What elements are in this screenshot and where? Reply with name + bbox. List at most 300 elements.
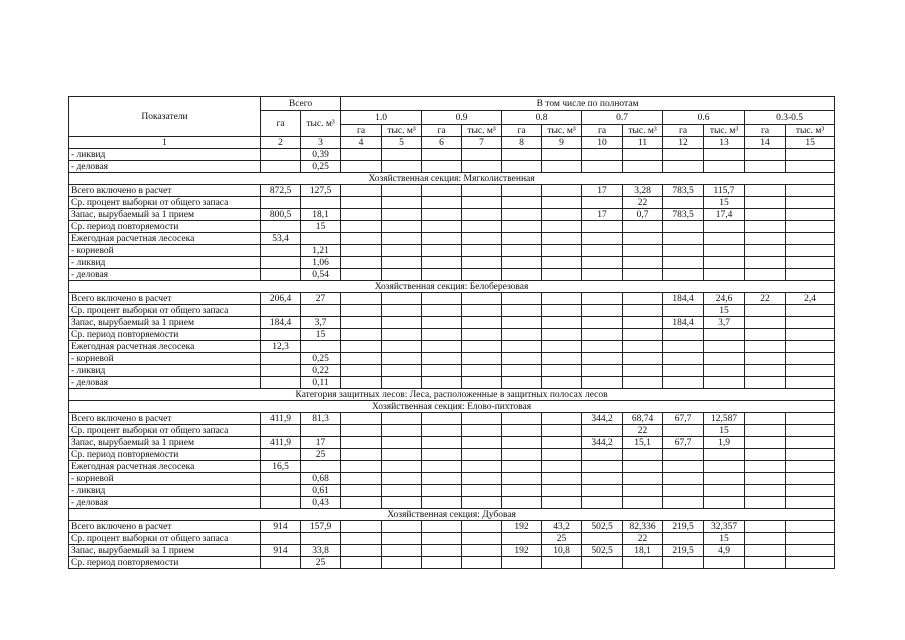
table-cell [582, 461, 623, 473]
table-row [69, 533, 835, 545]
table-cell [301, 305, 341, 317]
row-label: Ср. период повторяемости [69, 221, 261, 233]
table-cell [745, 437, 786, 449]
table-cell [422, 149, 462, 161]
table-cell [623, 377, 663, 389]
table-cell: 192 [502, 545, 542, 557]
table-row [69, 365, 835, 377]
table-cell: 17 [301, 437, 341, 449]
table-cell [382, 305, 422, 317]
table-cell [301, 341, 341, 353]
table-cell [663, 473, 704, 485]
table-cell [704, 473, 745, 485]
column-numbers-row [69, 137, 835, 149]
row-label: - деловая [69, 377, 261, 389]
density-unit-ha: га [663, 125, 704, 137]
section-title: Хозяйственная секция: Елово-пихтовая [69, 401, 835, 413]
table-cell: 81,3 [301, 413, 341, 425]
table-cell [542, 293, 582, 305]
table-cell [261, 473, 301, 485]
table-cell [382, 221, 422, 233]
table-cell [582, 293, 623, 305]
table-cell [382, 257, 422, 269]
row-label: Запас, вырубаемый за 1 прием [69, 545, 261, 557]
column-number: 12 [663, 137, 704, 149]
table-cell [663, 461, 704, 473]
table-cell [341, 497, 382, 509]
table-cell [582, 329, 623, 341]
table-cell [704, 245, 745, 257]
table-cell [745, 185, 786, 197]
table-cell [704, 341, 745, 353]
table-cell [422, 449, 462, 461]
table-row [69, 209, 835, 221]
table-cell [462, 545, 502, 557]
table-cell [542, 473, 582, 485]
table-row [69, 497, 835, 509]
table-cell [422, 377, 462, 389]
table-cell [745, 557, 786, 569]
table-cell [422, 341, 462, 353]
table-cell: 17 [582, 209, 623, 221]
table-cell [341, 305, 382, 317]
column-number: 6 [422, 137, 462, 149]
table-cell [704, 269, 745, 281]
table-cell [663, 269, 704, 281]
table-cell [704, 353, 745, 365]
table-cell [382, 185, 422, 197]
table-cell [341, 533, 382, 545]
table-cell [341, 485, 382, 497]
table-cell: 0,25 [301, 161, 341, 173]
table-cell [542, 353, 582, 365]
header-density-0-6: 0.6 [663, 111, 745, 125]
table-cell: 0,68 [301, 473, 341, 485]
table-cell [745, 245, 786, 257]
table-cell [462, 377, 502, 389]
table-cell [704, 497, 745, 509]
table-row [69, 461, 835, 473]
table-cell: 24,6 [704, 293, 745, 305]
header-density-1-0: 1.0 [341, 111, 422, 125]
table-cell: 22 [623, 425, 663, 437]
table-cell [745, 305, 786, 317]
table-cell [422, 533, 462, 545]
table-cell [301, 461, 341, 473]
table-cell [786, 305, 835, 317]
table-cell [745, 161, 786, 173]
table-cell [663, 305, 704, 317]
table-cell: 12,587 [704, 413, 745, 425]
table-cell [663, 221, 704, 233]
table-cell: 43,2 [542, 521, 582, 533]
section-title: Хозяйственная секция: Белоберезовая [69, 281, 835, 293]
table-cell [786, 221, 835, 233]
table-cell [261, 221, 301, 233]
table-cell: 914 [261, 521, 301, 533]
column-number: 14 [745, 137, 786, 149]
table-cell [341, 341, 382, 353]
header-density-0-3-0-5: 0.3-0.5 [745, 111, 835, 125]
table-cell [704, 449, 745, 461]
table-cell [462, 437, 502, 449]
row-label: - ликвид [69, 149, 261, 161]
table-cell [786, 497, 835, 509]
row-label: Ежегодная расчетная лесосека [69, 341, 261, 353]
table-cell: 17,4 [704, 209, 745, 221]
table-cell [582, 497, 623, 509]
table-cell [382, 365, 422, 377]
table-cell [623, 149, 663, 161]
table-cell [341, 161, 382, 173]
table-cell [582, 425, 623, 437]
table-cell [382, 473, 422, 485]
table-cell [542, 437, 582, 449]
table-cell [745, 329, 786, 341]
table-cell [422, 461, 462, 473]
table-cell [542, 461, 582, 473]
table-row [69, 221, 835, 233]
section-row [69, 173, 835, 185]
table-cell [422, 473, 462, 485]
density-unit-ha: га [341, 125, 382, 137]
table-cell [542, 449, 582, 461]
table-cell: 15 [704, 305, 745, 317]
table-cell [341, 245, 382, 257]
table-cell: 15 [704, 197, 745, 209]
table-row [69, 269, 835, 281]
table-cell [502, 533, 542, 545]
table-cell [462, 197, 502, 209]
column-number: 1 [69, 137, 261, 149]
table-cell [502, 557, 542, 569]
table-cell [786, 449, 835, 461]
table-cell [663, 341, 704, 353]
row-label: - корневой [69, 353, 261, 365]
table-cell [422, 257, 462, 269]
table-cell [542, 497, 582, 509]
header-density-0-9: 0.9 [422, 111, 502, 125]
table-cell [663, 377, 704, 389]
table-cell [341, 545, 382, 557]
table-cell: 344,2 [582, 437, 623, 449]
table-cell: 0,61 [301, 485, 341, 497]
table-cell: 872,5 [261, 185, 301, 197]
table-cell: 184,4 [663, 293, 704, 305]
table-cell [422, 269, 462, 281]
table-cell [786, 233, 835, 245]
table-cell [502, 413, 542, 425]
table-cell [382, 197, 422, 209]
table-cell [745, 449, 786, 461]
table-cell [502, 149, 542, 161]
table-cell [422, 161, 462, 173]
table-cell [542, 149, 582, 161]
table-cell [341, 425, 382, 437]
table-cell: 502,5 [582, 545, 623, 557]
table-cell: 411,9 [261, 437, 301, 449]
table-cell: 12,3 [261, 341, 301, 353]
table-cell [582, 149, 623, 161]
table-cell: 10,8 [542, 545, 582, 557]
table-cell: 1,21 [301, 245, 341, 257]
table-cell [422, 197, 462, 209]
table-cell [341, 257, 382, 269]
table-cell: 783,5 [663, 185, 704, 197]
table-cell [502, 305, 542, 317]
table-cell [462, 329, 502, 341]
section-title: Хозяйственная секция: Мягколиственная [69, 173, 835, 185]
table-cell [341, 461, 382, 473]
table-cell [542, 485, 582, 497]
table-cell [382, 377, 422, 389]
table-cell [502, 437, 542, 449]
table-cell [623, 329, 663, 341]
table-cell [382, 269, 422, 281]
table-cell [786, 197, 835, 209]
table-cell [582, 197, 623, 209]
table-cell [261, 425, 301, 437]
table-cell: 16,5 [261, 461, 301, 473]
table-cell [261, 197, 301, 209]
table-cell [462, 521, 502, 533]
table-cell: 184,4 [261, 317, 301, 329]
table-cell [786, 329, 835, 341]
table-row [69, 185, 835, 197]
table-cell [745, 533, 786, 545]
table-row [69, 245, 835, 257]
table-cell [341, 293, 382, 305]
table-cell [462, 497, 502, 509]
table-cell [704, 221, 745, 233]
table-cell [382, 521, 422, 533]
row-label: Ежегодная расчетная лесосека [69, 233, 261, 245]
table-cell: 344,2 [582, 413, 623, 425]
table-cell [786, 485, 835, 497]
table-cell [502, 209, 542, 221]
table-cell [341, 521, 382, 533]
table-cell [341, 317, 382, 329]
table-cell [502, 341, 542, 353]
table-cell [502, 497, 542, 509]
table-cell: 15 [301, 329, 341, 341]
table-cell [542, 329, 582, 341]
table-cell [341, 473, 382, 485]
density-unit-ha: га [502, 125, 542, 137]
table-cell [786, 257, 835, 269]
table-cell [261, 269, 301, 281]
table-cell [382, 293, 422, 305]
table-row [69, 473, 835, 485]
table-cell [382, 449, 422, 461]
row-label: Ср. процент выборки от общего запаса [69, 425, 261, 437]
table-cell [422, 437, 462, 449]
column-number: 4 [341, 137, 382, 149]
table-cell [462, 209, 502, 221]
table-row [69, 293, 835, 305]
table-cell: 0,54 [301, 269, 341, 281]
table-cell [341, 185, 382, 197]
table-cell [663, 353, 704, 365]
table-cell [301, 233, 341, 245]
table-cell: 184,4 [663, 317, 704, 329]
table-cell: 3,28 [623, 185, 663, 197]
table-cell [422, 221, 462, 233]
table-cell: 15,1 [623, 437, 663, 449]
table-cell: 219,5 [663, 521, 704, 533]
table-cell [422, 233, 462, 245]
table-cell [462, 221, 502, 233]
table-cell: 32,357 [704, 521, 745, 533]
table-cell [301, 425, 341, 437]
table-cell [745, 257, 786, 269]
density-unit-ha: га [582, 125, 623, 137]
table-cell [261, 497, 301, 509]
table-cell [301, 197, 341, 209]
table-row [69, 485, 835, 497]
table-cell [382, 317, 422, 329]
table-cell [502, 161, 542, 173]
table-cell: 502,5 [582, 521, 623, 533]
table-cell [422, 209, 462, 221]
table-cell: 67,7 [663, 413, 704, 425]
header-indicators: Показатели [69, 97, 261, 137]
table-cell [422, 185, 462, 197]
row-label: Запас, вырубаемый за 1 прием [69, 209, 261, 221]
table-cell: 0,43 [301, 497, 341, 509]
table-cell [663, 485, 704, 497]
table-cell [704, 365, 745, 377]
table-cell [341, 221, 382, 233]
table-cell: 22 [623, 197, 663, 209]
document-page [68, 96, 835, 569]
table-cell [502, 269, 542, 281]
table-row [69, 161, 835, 173]
row-label: Запас, вырубаемый за 1 прием [69, 317, 261, 329]
table-cell: 25 [301, 449, 341, 461]
allowable-cut-table [68, 96, 835, 569]
table-cell [663, 497, 704, 509]
table-cell [382, 437, 422, 449]
table-cell [542, 269, 582, 281]
table-cell: 67,7 [663, 437, 704, 449]
table-cell [341, 437, 382, 449]
table-cell [745, 197, 786, 209]
table-cell [502, 233, 542, 245]
table-cell [422, 365, 462, 377]
table-cell [261, 161, 301, 173]
table-cell [542, 185, 582, 197]
table-cell [582, 557, 623, 569]
table-cell [745, 209, 786, 221]
row-label: Ср. процент выборки от общего запаса [69, 533, 261, 545]
table-row [69, 425, 835, 437]
header-total-volume: тыс. м³ [301, 111, 341, 137]
table-cell [502, 317, 542, 329]
table-cell [462, 305, 502, 317]
table-cell [663, 149, 704, 161]
table-cell [382, 329, 422, 341]
section-row [69, 281, 835, 293]
table-cell [663, 425, 704, 437]
table-cell [502, 353, 542, 365]
table-cell [341, 377, 382, 389]
table-cell [745, 341, 786, 353]
table-cell [301, 533, 341, 545]
table-row [69, 317, 835, 329]
table-cell [462, 485, 502, 497]
table-cell [462, 449, 502, 461]
table-cell [261, 365, 301, 377]
table-row [69, 233, 835, 245]
table-cell [786, 473, 835, 485]
row-label: Всего включено в расчет [69, 185, 261, 197]
table-cell [462, 413, 502, 425]
table-cell [663, 233, 704, 245]
table-cell [261, 485, 301, 497]
row-label: - деловая [69, 497, 261, 509]
table-cell [704, 461, 745, 473]
density-unit-volume: тыс. м³ [786, 125, 835, 137]
table-cell: 15 [301, 221, 341, 233]
table-cell [462, 245, 502, 257]
table-cell [623, 269, 663, 281]
table-cell [542, 245, 582, 257]
table-cell [745, 317, 786, 329]
table-cell [623, 485, 663, 497]
table-cell [582, 341, 623, 353]
table-cell: 127,5 [301, 185, 341, 197]
table-cell [582, 269, 623, 281]
column-number: 2 [261, 137, 301, 149]
table-cell [542, 209, 582, 221]
table-cell [663, 257, 704, 269]
table-cell [623, 221, 663, 233]
table-cell: 2,4 [786, 293, 835, 305]
table-cell: 3,7 [301, 317, 341, 329]
table-cell [582, 485, 623, 497]
table-cell [502, 329, 542, 341]
table-cell [745, 425, 786, 437]
table-cell [502, 197, 542, 209]
table-cell [261, 149, 301, 161]
table-cell: 22 [745, 293, 786, 305]
table-cell [786, 545, 835, 557]
table-cell [786, 269, 835, 281]
table-cell [704, 149, 745, 161]
table-row [69, 413, 835, 425]
table-cell: 0,22 [301, 365, 341, 377]
density-unit-volume: тыс. м³ [542, 125, 582, 137]
row-label: Ср. процент выборки от общего запаса [69, 305, 261, 317]
table-cell: 82,336 [623, 521, 663, 533]
table-cell [422, 329, 462, 341]
table-row [69, 149, 835, 161]
table-cell [382, 245, 422, 257]
table-cell [462, 353, 502, 365]
table-cell [745, 485, 786, 497]
table-cell [582, 245, 623, 257]
table-cell: 914 [261, 545, 301, 557]
table-cell [502, 473, 542, 485]
table-cell [382, 533, 422, 545]
table-cell [582, 377, 623, 389]
table-cell [502, 185, 542, 197]
table-cell [382, 557, 422, 569]
table-cell [786, 557, 835, 569]
table-cell [502, 461, 542, 473]
table-cell [582, 305, 623, 317]
